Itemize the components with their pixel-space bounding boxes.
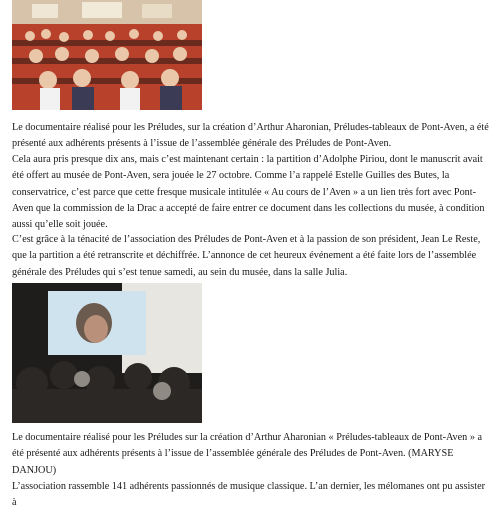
photo-caption-1: Le documentaire réalisé pour les Préludes, sur la création d’Arthur Aharonian, Préludes-tableaux de Pont-Aven, a été présenté aux adhérents présents à l’issue de l’assemblée générale des Préludes de Pont-Aven. bbox=[12, 122, 489, 150]
audience-photo bbox=[12, 0, 202, 110]
audience-photo-illustration bbox=[12, 0, 202, 110]
photo-caption-2: Le documentaire réalisé pour les Préludes sur la création d’Arthur Aharonian « Préludes-tableaux de Pont-Aven » a été présenté aux adhérents présents à l’issue de l’assemblée générale des Préludes de Pont-Aven. (MARYSE DANJOU) bbox=[12, 432, 482, 476]
article-paragraph-2: C’est grâce à la ténacité de l’association des Préludes de Pont-Aven et à la passion de son président, Jean Le Reste, que la partition a été retranscrite et déchiffrée. L’annonce de cet heureux événement a été faite lors de l’assemblée générale des Préludes qui s’est tenue samedi, au sein du musée, dans la salle Julia. bbox=[12, 234, 481, 278]
screening-photo-illustration bbox=[12, 283, 202, 423]
article-paragraph-1: Cela aura pris presque dix ans, mais c’est maintenant certain : la partition d’Adolphe Piriou, dont le manuscrit avait été offert au musée de Pont-Aven, sera jouée le 27 octobre. Comme l’a rappelé Estelle Guilles des Butes, la conservatrice, c’est parce que cette fresque musicale intitulée « Au cours de l’Aven » a un lien très fort avec Pont-Aven que la commission de la Drac a accepté de faire entrer ce document dans les collections du musée, à condition aussi qu’elle soit jouée. bbox=[12, 154, 485, 231]
article-paragraph-3: L’association rassemble 141 adhérents passionnés de musique classique. L’an dernier, les mélomanes ont pu assister à bbox=[12, 481, 486, 509]
screening-photo bbox=[12, 283, 202, 423]
